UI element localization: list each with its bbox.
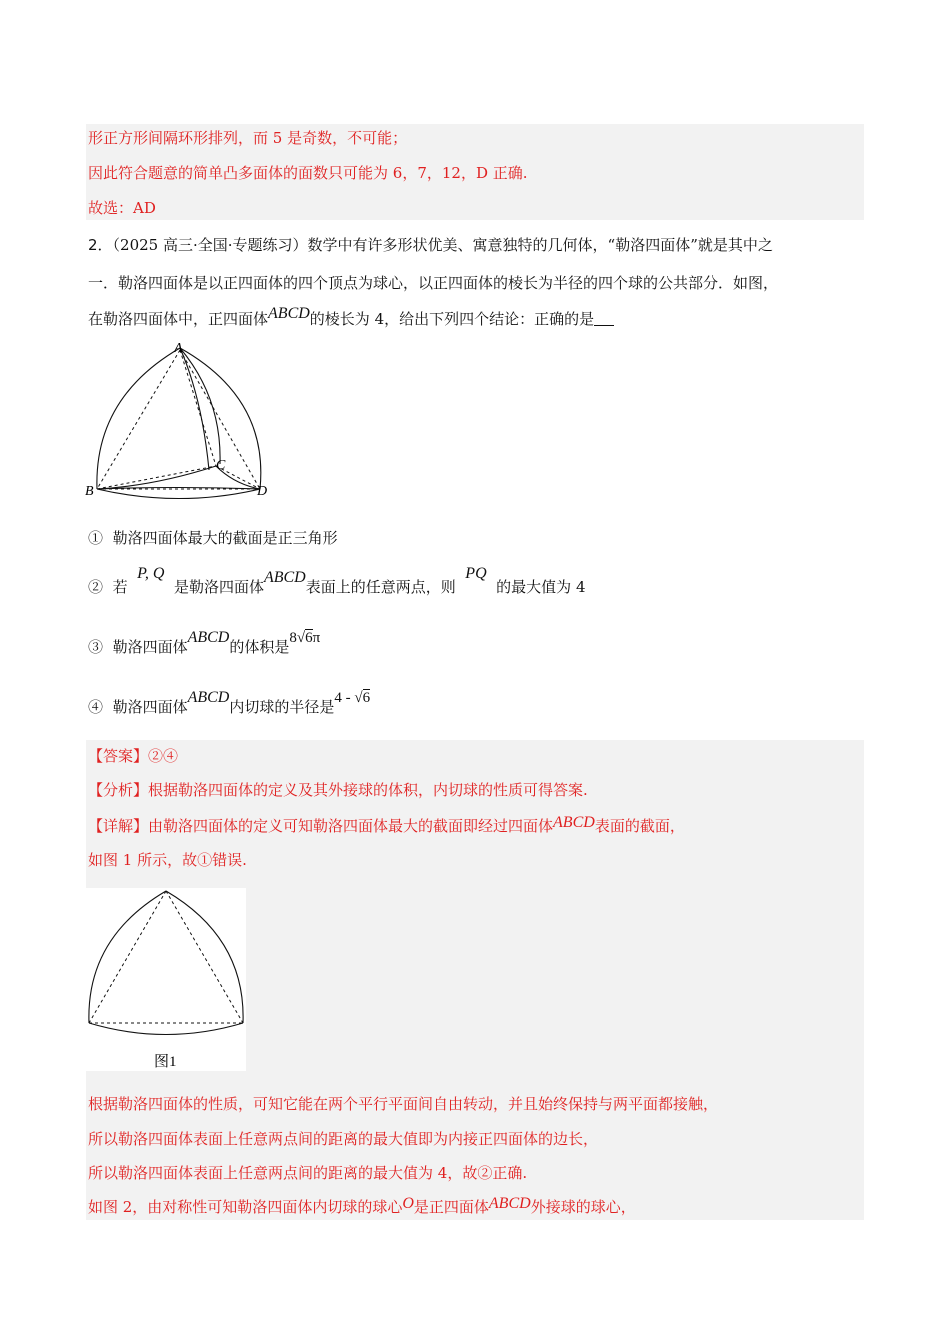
problem-line1: [88, 234, 773, 256]
solution-p2: 所以勒洛四面体表面上任意两点间的距离的最大值即为内接正四面体的边长，: [88, 1130, 599, 1148]
problem-line3: 在勒洛四面体中，正四面体ABCD的棱长为 4，给出下列四个结论：正确的是: [88, 308, 614, 331]
vertex-label-a: A: [174, 341, 183, 356]
solution-p1: 根据勒洛四面体的性质，可知它能在两个平行平面间自由转动，并且始终保持与两平面都接触，: [88, 1095, 719, 1113]
answer-value: ②④: [148, 747, 179, 765]
problem-line2: 一．勒洛四面体是以正四面体的四个顶点为球心，以正四面体的棱长为半径的四个球的公共部分．如图，: [88, 274, 779, 292]
math-pq: PQ: [465, 565, 487, 582]
arc-ac-outer: [180, 348, 220, 464]
problem-source: （2025 高三·全国·专题练习）: [112, 236, 308, 254]
solution-p4: 如图 2，由对称性可知勒洛四面体内切球的球心O是正四面体ABCD外接球的球心，: [88, 1195, 636, 1216]
detail-tag: 【详解】: [88, 817, 149, 835]
edge-ab: [97, 350, 180, 489]
analysis-tag: 【分析】: [88, 781, 149, 799]
option-3: ③ 勒洛四面体ABCD的体积是8√6π: [88, 629, 321, 656]
math-radius-expr: 4 - √6: [334, 690, 371, 706]
answer-blank: [594, 309, 614, 326]
sol1-line3: 故选：AD: [88, 199, 156, 217]
problem-line1-text: 数学中有许多形状优美、寓意独特的几何体，“勒洛四面体”就是其中之: [307, 236, 773, 254]
figure-1-reuleaux-triangle: [86, 888, 246, 1071]
math-abcd-p4: ABCD: [488, 1195, 531, 1212]
math-volume-expr: 8√6π: [289, 630, 321, 646]
edge-ac: [180, 350, 216, 466]
vertex-label-b: B: [85, 484, 94, 499]
arc-bd-front: [97, 489, 260, 499]
fig1-arc-bottom: [89, 1023, 243, 1035]
detail-line: 【详解】由勒洛四面体的定义可知勒洛四面体最大的截面即经过四面体ABCD表面的截面，: [88, 814, 685, 835]
solution-p3: 所以勒洛四面体表面上任意两点间的距离的最大值为 4，故②正确.: [88, 1164, 528, 1182]
fig1-arc-right: [166, 891, 243, 1023]
math-pq-pair: P, Q: [137, 565, 165, 582]
arc-ab: [97, 348, 180, 489]
option-4: ④ 勒洛四面体ABCD内切球的半径是4 - √6: [88, 689, 371, 716]
math-o: O: [402, 1195, 414, 1212]
answer-tag: 【答案】: [88, 747, 149, 765]
sol1-line2: 因此符合题意的简单凸多面体的面数只可能为 6，7，12，D 正确.: [88, 164, 528, 182]
math-abcd: ABCD: [268, 305, 310, 322]
fig1-arc-left: [89, 891, 166, 1023]
math-abcd-3: ABCD: [187, 629, 230, 646]
math-abcd-4: ABCD: [187, 689, 230, 706]
answer-line: [88, 745, 178, 767]
vertex-label-c: C: [216, 458, 226, 473]
fig1-edge-right: [166, 891, 243, 1023]
vertex-label-d: D: [257, 484, 268, 499]
option-1: ① 勒洛四面体最大的截面是正三角形: [88, 529, 338, 547]
edge-bc: [97, 466, 216, 489]
fig1-edge-left: [89, 891, 166, 1023]
fig1-caption: 图1: [154, 1054, 177, 1070]
arc-ac-inner: [180, 348, 209, 470]
analysis-line: 【分析】根据勒洛四面体的定义及其外接球的体积，内切球的性质可得答案.: [88, 781, 588, 799]
option-2: ② 若 P, Q 是勒洛四面体ABCD表面上的任意两点，则 PQ 的最大值为 4: [88, 565, 586, 596]
figure-reuleaux-tetrahedron: [84, 338, 284, 508]
math-abcd-detail: ABCD: [553, 814, 595, 831]
sol1-line1: 形正方形间隔环形排列，而 5 是奇数，不可能；: [88, 129, 408, 147]
problem-number: 2．: [88, 236, 113, 254]
fig1-ref-line: 如图 1 所示，故①错误.: [88, 851, 247, 869]
math-abcd-2: ABCD: [263, 569, 306, 586]
